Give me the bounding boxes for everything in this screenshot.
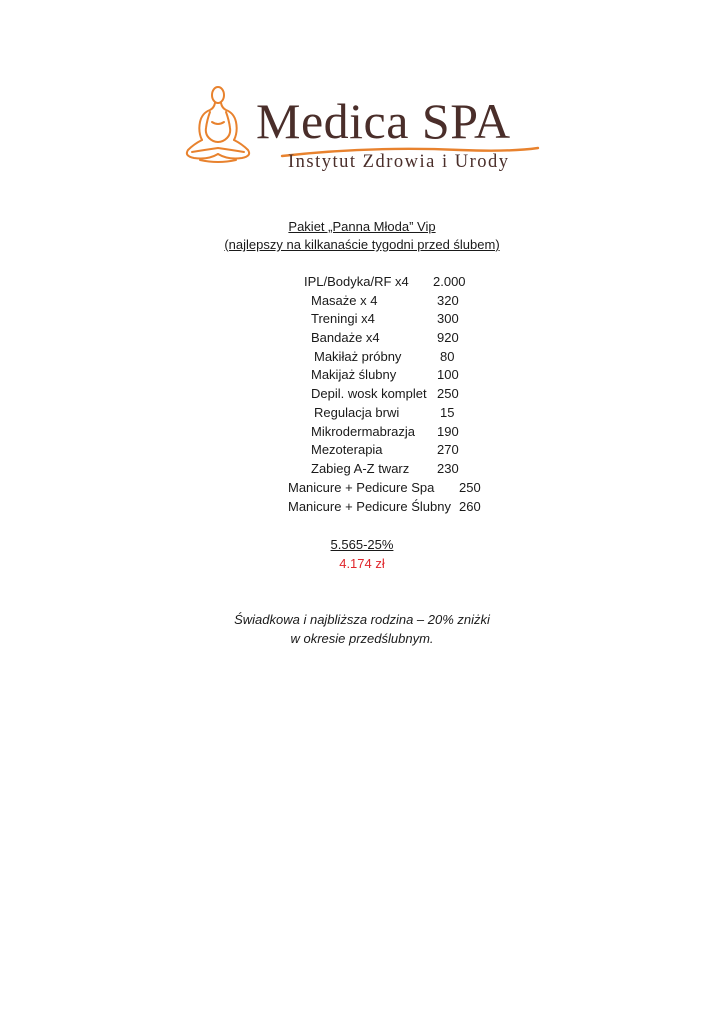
item-price: 80: [440, 349, 455, 364]
item-price: 300: [437, 311, 459, 326]
item-name: Bandaże x4: [311, 330, 380, 345]
brand-name: Medica SPA: [256, 93, 511, 149]
item-name: Masaże x 4: [311, 293, 378, 308]
item-price: 270: [437, 442, 459, 457]
item-price: 2.000: [433, 274, 466, 289]
note-line-2: w okresie przedślubnym.: [290, 631, 434, 646]
item-name: Zabieg A-Z twarz: [311, 461, 410, 476]
item-price: 320: [437, 293, 459, 308]
item-price: 260: [459, 499, 481, 514]
item-price: 920: [437, 330, 459, 345]
item-name: Depil. wosk komplet: [311, 386, 427, 401]
item-price: 100: [437, 367, 459, 382]
item-name: Mezoterapia: [311, 442, 383, 457]
item-name: Makijaż ślubny: [311, 367, 397, 382]
package-title: Pakiet „Panna Młoda” Vip: [288, 219, 436, 234]
item-price: 230: [437, 461, 459, 476]
total-formula: 5.565-25%: [330, 537, 394, 552]
item-name: Manicure + Pedicure Ślubny: [288, 499, 451, 514]
package-subtitle: (najlepszy na kilkanaście tygodni przed ślubem): [224, 237, 500, 252]
item-name: IPL/Bodyka/RF x4: [304, 274, 409, 289]
item-price: 15: [440, 405, 455, 420]
item-name: Makiłaż próbny: [314, 349, 402, 364]
note-line-1: Świadkowa i najbliższa rodzina – 20% zniżki: [234, 612, 490, 627]
item-name: Mikrodermabrazja: [311, 424, 416, 439]
brand-tagline: Instytut Zdrowia i Urody: [288, 152, 510, 172]
item-name: Treningi x4: [311, 311, 375, 326]
meditating-figure-icon: [180, 82, 258, 172]
item-name: Manicure + Pedicure Spa: [288, 480, 435, 495]
item-name: Regulacja brwi: [314, 405, 400, 420]
item-price: 250: [459, 480, 481, 495]
item-price: 250: [437, 386, 459, 401]
item-price: 190: [437, 424, 459, 439]
total-price: 4.174 zł: [339, 556, 385, 571]
logo: [180, 82, 550, 182]
